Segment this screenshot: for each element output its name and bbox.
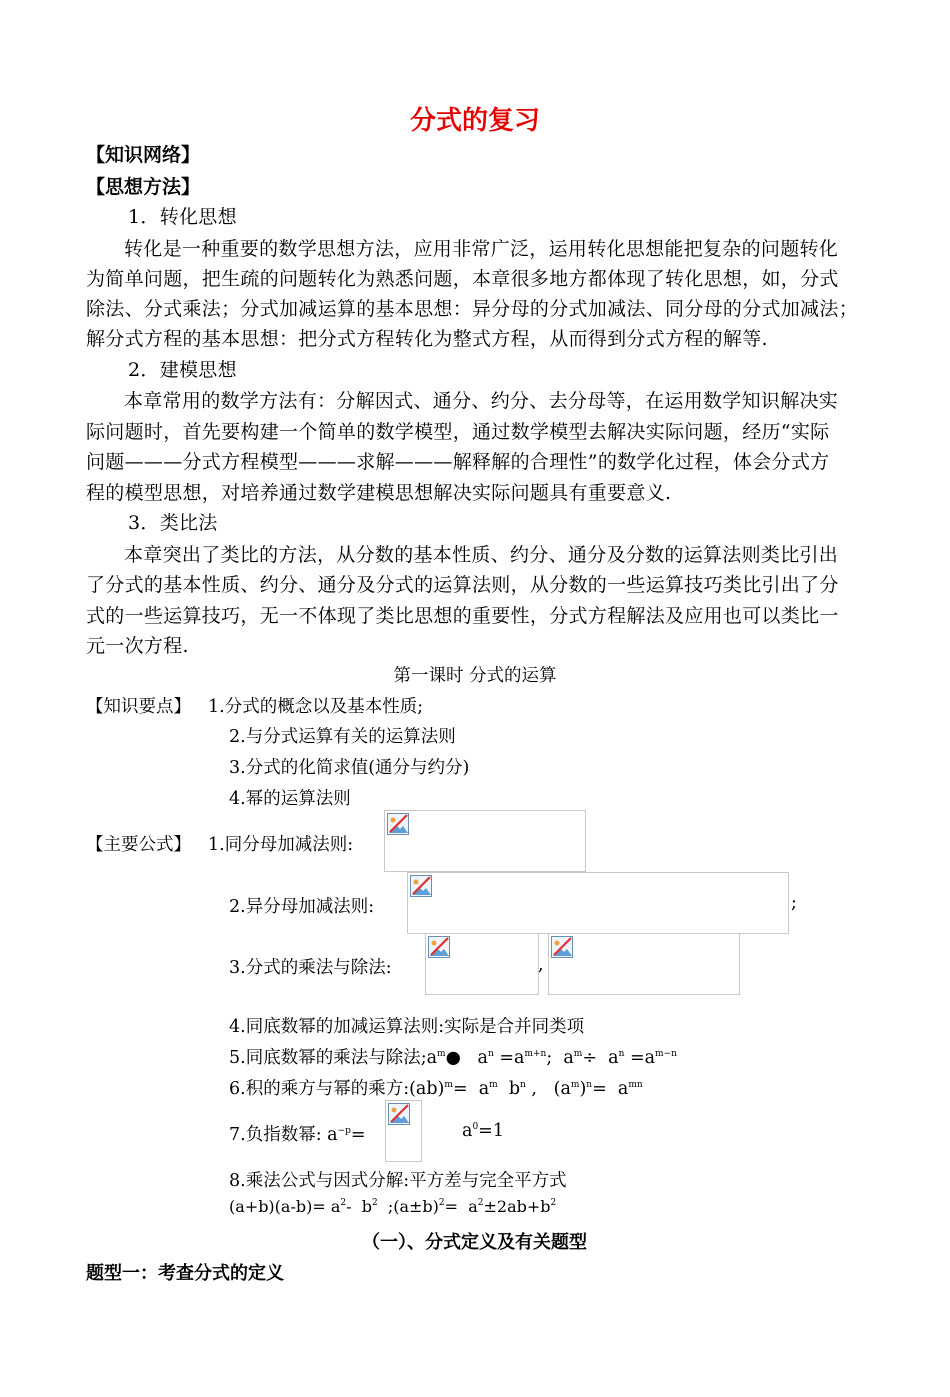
- knowledge-point-2: 2.与分式运算有关的运算法则: [229, 727, 456, 747]
- method-heading-1: 1．转化思想: [128, 206, 237, 228]
- formula-1-image: [384, 810, 586, 872]
- knowledge-point-1: 1.分式的概念以及基本性质;: [208, 697, 424, 717]
- formula-5: 5.同底数幂的乘法与除法$;a^m●$ $a^n =a^{m+n}$; $a^m\div a^n =a^{m-n}$: [229, 1048, 677, 1068]
- formula-8: 8.乘法公式与因式分解:平方差与完全平方式: [229, 1171, 567, 1191]
- method-heading-3: 3．类比法: [128, 512, 218, 534]
- formula-7-image: [385, 1100, 422, 1162]
- method-1-line-3: 除法、分式乘法；分式加减运算的基本思想：异分母的分式加减法、同分母的分式加减法；: [86, 298, 859, 320]
- knowledge-point-3: 3.分式的化简求值(通分与约分): [229, 758, 470, 778]
- knowledge-points-label: 【知识要点】: [86, 697, 191, 717]
- method-heading-2: 2．建模思想: [128, 359, 237, 381]
- lesson-title: 第一课时 分式的运算: [393, 666, 557, 686]
- broken-image-icon: [388, 1103, 410, 1125]
- method-1-line-1: 转化是一种重要的数学思想方法，应用非常广泛，运用转化思想能把复杂的问题转化: [124, 238, 839, 260]
- method-3-line-3: 式的一些运算技巧，无一不体现了类比思想的重要性，分式方程解法及应用也可以类比一: [86, 605, 839, 627]
- broken-image-icon: [428, 936, 450, 958]
- formula-7: 7.负指数幂: $a^{-p}=$: [229, 1125, 366, 1145]
- formula-1-label: 1.同分母加减法则:: [208, 835, 354, 855]
- formula-2-end: ;: [791, 893, 797, 913]
- formula-2-image: [407, 872, 789, 934]
- formula-8-expression: $(a+b)(a-b)= a^2-$ $b^2$ $;(a\pm b)^2= a^2\pm 2ab+b^2$: [229, 1197, 557, 1216]
- method-1-line-4: 解分式方程的基本思想：把分式方程转化为整式方程，从而得到分式方程的解等.: [86, 328, 768, 350]
- formula-6: 6.积的乘方与幂的乘方:(ab)$^m$= $a^m$ $b^n$ , $(a^m)^n= a^{mn}$: [229, 1079, 643, 1099]
- formula-3-separator: ,: [538, 955, 544, 975]
- formula-7-zero: $a^0=1$: [462, 1121, 504, 1141]
- knowledge-point-4: 4.幂的运算法则: [229, 789, 351, 809]
- formula-3-label: 3.分式的乘法与除法:: [229, 958, 392, 978]
- section-one-heading: （一）、分式定义及有关题型: [362, 1232, 587, 1253]
- page-title: 分式的复习: [409, 106, 540, 136]
- broken-image-icon: [387, 813, 409, 835]
- broken-image-icon: [551, 936, 573, 958]
- formula-3b-image: [548, 933, 740, 995]
- method-2-line-2: 际问题时，首先要构建一个简单的数学模型，通过数学模型去解决实际问题，经历“实际: [86, 421, 830, 443]
- section-thinking-methods: 【思想方法】: [86, 176, 201, 198]
- question-type-one: 题型一：考查分式的定义: [86, 1263, 284, 1284]
- formula-3a-image: [425, 933, 539, 995]
- broken-image-icon: [410, 875, 432, 897]
- formula-2-label: 2.异分母加减法则:: [229, 897, 375, 917]
- method-2-line-1: 本章常用的数学方法有：分解因式、通分、约分、去分母等，在运用数学知识解决实: [124, 390, 839, 412]
- method-2-line-3: 问题———分式方程模型———求解———解释解的合理性”的数学化过程，体会分式方: [86, 451, 830, 473]
- section-knowledge-network: 【知识网络】: [86, 144, 201, 166]
- method-1-line-2: 为简单问题，把生疏的问题转化为熟悉问题，本章很多地方都体现了转化思想，如，分式: [86, 268, 839, 290]
- method-3-line-4: 元一次方程.: [86, 635, 189, 657]
- formulas-label: 【主要公式】: [86, 835, 191, 855]
- method-3-line-2: 了分式的基本性质、约分、通分及分式的运算法则，从分数的一些运算技巧类比引出了分: [86, 574, 839, 596]
- method-3-line-1: 本章突出了类比的方法，从分数的基本性质、约分、通分及分数的运算法则类比引出: [124, 544, 839, 566]
- formula-4: 4.同底数幂的加减运算法则:实际是合并同类项: [229, 1017, 585, 1037]
- method-2-line-4: 程的模型思想，对培养通过数学建模思想解决实际问题具有重要意义.: [86, 482, 672, 504]
